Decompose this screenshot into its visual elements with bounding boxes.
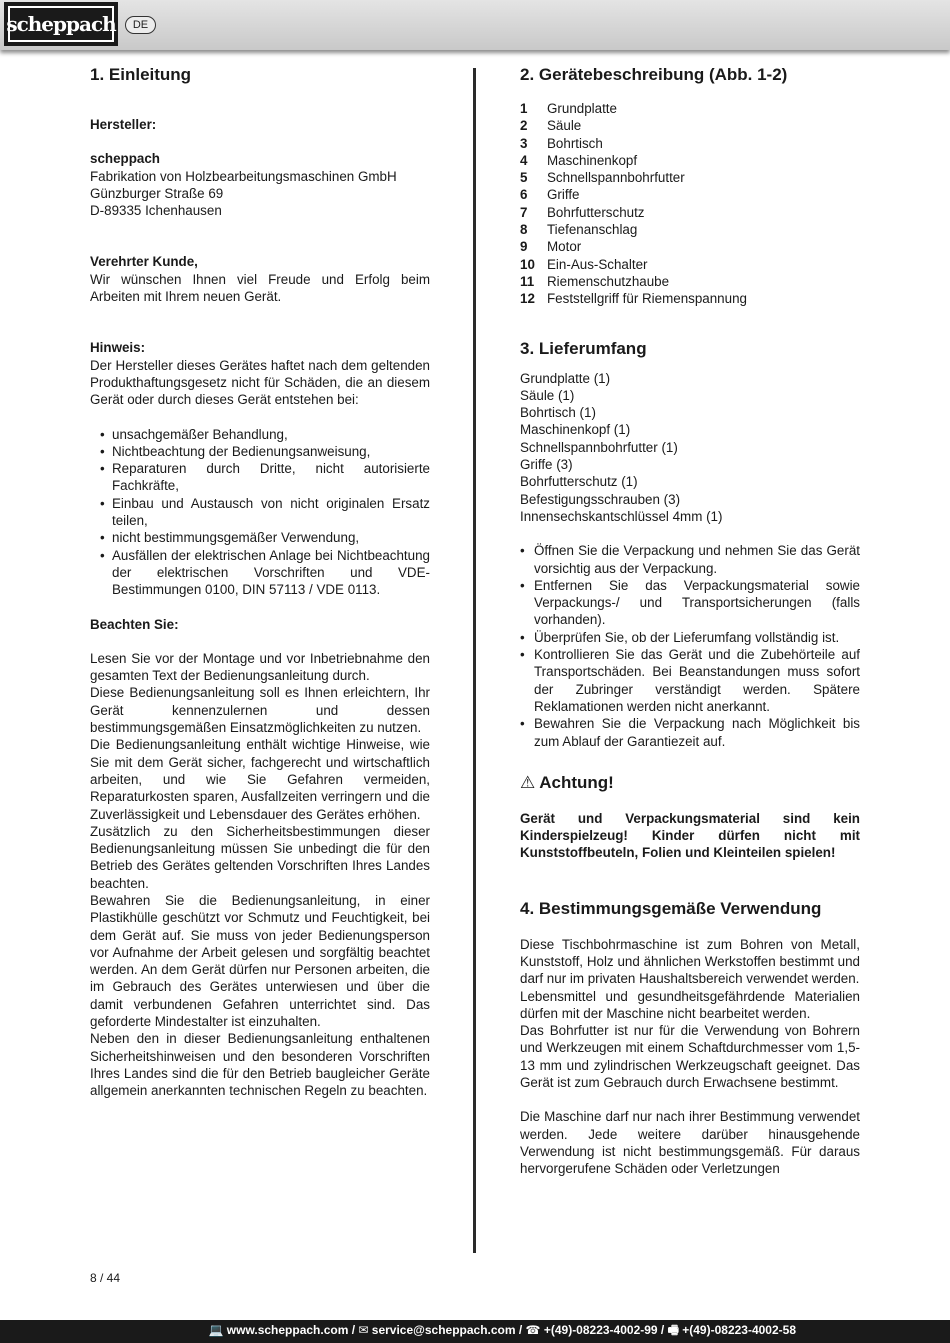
hersteller-label: Hersteller: <box>90 117 157 132</box>
page-number: 8 / 44 <box>90 1271 121 1285</box>
beachten-paragraph: Neben den in dieser Bedienungsanleitung enthaltenen Sicherheitshinweisen und den besonderen Vorschriften Ihres Landes sind die für den Betrieb baugleicher Geräte allgemein anerkannten technischen Regeln zu beachten. <box>90 1031 430 1099</box>
scope-item: Bohrtisch (1) <box>520 405 596 421</box>
list-item: • Ausfällen der elektrischen Anlage bei Nichtbeachtung der elektrischen Vorschriften und VDE-Bestimmungen 0100, DIN 57113 / VDE 0113. <box>90 547 430 599</box>
beachten-label: Beachten Sie: <box>90 616 179 632</box>
list-item: 1 Grundplatte <box>520 101 617 116</box>
warning-icon: ⚠ <box>520 772 536 792</box>
section-4-title: 4. Bestimmungsgemäße Verwendung <box>520 898 822 918</box>
page-footer <box>0 1320 950 1343</box>
list-item: • nicht bestimmungsgemäßer Verwendung, <box>90 529 430 546</box>
list-item: 10 Ein-Aus-Schalter <box>520 256 648 272</box>
hinweis-text: Der Hersteller dieses Gerätes haftet nach dem geltenden Produkthaftungsgesetz nicht für Schäden, die an diesem Gerät oder durch dieses Gerät entstehen bei: <box>90 357 430 408</box>
parts-list <box>520 100 860 308</box>
scope-item: Befestigungsschrauben (3) <box>520 491 681 507</box>
scope-steps <box>520 542 860 750</box>
scope-item: Säule (1) <box>520 387 575 403</box>
usage-paragraph: Diese Tischbohrmaschine ist zum Bohren von Metall, Kunststoff, Holz und ähnlichen Werkstoffen bestimmt und darf nur im privaten Haushaltsbereich verwendet werden. <box>520 936 860 987</box>
beachten-paragraph: Diese Bedienungsanleitung soll es Ihnen erleichtern, Ihr Gerät kennenzulernen und dessen bestimmungsgemäßen Einsatzmöglichkeiten zu nutzen. <box>90 685 430 736</box>
company-name: scheppach <box>90 151 160 167</box>
list-item: • unsachgemäßer Behandlung, <box>90 426 430 443</box>
scheppach-logo <box>4 2 118 46</box>
usage-paragraph: Das Bohrfutter ist nur für die Verwendung von Bohrern und Werkzeugen mit einem Schaftdurchmesser vom 1,5-13 mm und zylindrischen Werkzeugschaft geeignet. Das Gerät ist zum Gebrauch durch Erwachsene bestimmt. <box>520 1023 860 1091</box>
right-column <box>520 64 860 1178</box>
scope-item: Griffe (3) <box>520 457 573 473</box>
address-line: D-89335 Ichenhausen <box>90 203 222 219</box>
left-column <box>90 64 430 1100</box>
list-item: • Reparaturen durch Dritte, nicht autorisierte Fachkräfte, <box>90 460 430 495</box>
section-3-title: 3. Lieferumfang <box>520 338 647 358</box>
usage-paragraph: Lebensmittel und gesundheitsgefährdende Materialien dürfen mit der Maschine nicht bearbeitet werden. <box>520 988 860 1021</box>
scope-item: Grundplatte (1) <box>520 370 611 386</box>
list-item: • Öffnen Sie die Verpackung und nehmen Sie das Gerät vorsichtig aus der Verpackung. <box>520 542 860 577</box>
warning-title: ⚠ Achtung! <box>520 772 614 792</box>
hinweis-list <box>90 426 430 599</box>
scope-item: Maschinenkopf (1) <box>520 422 631 438</box>
beachten-paragraph: Bewahren Sie die Bedienungsanleitung, in einer Plastikhülle geschützt vor Schmutz und Feuchtigkeit, bei dem Gerät auf. Sie muss von jeder Bedienungsperson vor Aufnahme der Arbeit gelesen und sorgfältig beachtet werden. An dem Gerät dürfen nur Personen arbeiten, die im Gebrauch des Gerätes unterwiesen und über die damit verbundenen Gefahren unterrichtet sind. Das geforderte Mindestalter ist einzuhalten. <box>90 892 430 1030</box>
kunde-text: Wir wünschen Ihnen viel Freude und Erfolg beim Arbeiten mit Ihrem neuen Gerät. <box>90 271 430 305</box>
section-2-title: 2. Gerätebeschreibung (Abb. 1-2) <box>520 65 788 84</box>
list-item: 5 Schnellspannbohrfutter <box>520 170 685 186</box>
list-item: 7 Bohrfutterschutz <box>520 204 645 220</box>
usage-paragraph: Die Maschine darf nur nach ihrer Bestimmung verwendet werden. Jede weitere darüber hinausgehende Verwendung ist nicht bestimmungsgemäß. Für daraus hervorgerufene Schäden oder Verletzungen <box>520 1109 860 1177</box>
list-item: 3 Bohrtisch <box>520 135 603 151</box>
section-1-title: 1. Einleitung <box>90 65 192 84</box>
kunde-label: Verehrter Kunde, <box>90 254 198 270</box>
scope-item: Schnellspannbohrfutter (1) <box>520 439 678 455</box>
list-item: • Entfernen Sie das Verpackungsmaterial sowie Verpackungs-/ und Transportsicherungen (falls vorhanden). <box>520 577 860 629</box>
list-item: 12 Feststellgriff für Riemenspannung <box>520 291 747 307</box>
logo-text: scheppach <box>8 6 114 42</box>
address-line: Günzburger Straße 69 <box>90 185 224 201</box>
column-divider <box>473 68 476 1253</box>
list-item: 6 Griffe <box>520 187 580 203</box>
list-item: 9 Motor <box>520 239 582 255</box>
list-item: • Einbau und Austausch von nicht originalen Ersatz teilen, <box>90 495 430 530</box>
list-item: 2 Säule <box>520 118 582 134</box>
list-item: 8 Tiefenanschlag <box>520 222 638 238</box>
address-line: Fabrikation von Holzbearbeitungsmaschinen GmbH <box>90 168 397 184</box>
list-item: • Nichtbeachtung der Bedienungsanweisung, <box>90 443 430 460</box>
beachten-paragraph: Lesen Sie vor der Montage und vor Inbetriebnahme den gesamten Text der Bedienungsanleitung durch. <box>90 650 430 684</box>
list-item: • Bewahren Sie die Verpackung nach Möglichkeit bis zum Ablauf der Garantiezeit auf. <box>520 715 860 750</box>
scope-item: Bohrfutterschutz (1) <box>520 474 638 490</box>
warning-text: Gerät und Verpackungsmaterial sind kein Kinderspielzeug! Kinder dürfen nicht mit Kunststoffbeuteln, Folien und Kleinteilen spielen! <box>520 810 860 861</box>
list-item: 11 Riemenschutzhaube <box>520 273 670 289</box>
list-item: 4 Maschinenkopf <box>520 152 638 168</box>
beachten-paragraph: Die Bedienungsanleitung enthält wichtige Hinweise, wie Sie mit dem Gerät sicher, fachgerecht und wirtschaftlich arbeiten, und wie Sie Gefahren vermeiden, Reparaturkosten sparen, Ausfallzeiten verringern und die Zuverlässigkeit und Lebensdauer des Gerätes erhöhen. <box>90 737 430 822</box>
list-item: • Überprüfen Sie, ob der Lieferumfang vollständig ist. <box>520 629 860 646</box>
scope-item: Innensechskantschlüssel 4mm (1) <box>520 508 723 524</box>
list-item: • Kontrollieren Sie das Gerät und die Zubehörteile auf Transportschäden. Bei Beanstandungen muss sofort der Zubringer verständigt werden. Spätere Reklamationen werden nicht anerkannt. <box>520 646 860 715</box>
page-header <box>0 0 950 50</box>
footer-contact: 💻 www.scheppach.com / ✉ service@scheppach.com / ☎ +(49)-08223-4002-99 / 🖷 +(49)-08223-4002-58 <box>208 1323 796 1337</box>
beachten-paragraph: Zusätzlich zu den Sicherheitsbestimmungen dieser Bedienungsanleitung müssen Sie unbedingt die für den Betrieb des Gerätes geltenden Vorschriften Ihres Landes beachten. <box>90 823 430 891</box>
language-badge: DE <box>125 16 156 34</box>
hinweis-label: Hinweis: <box>90 340 146 356</box>
